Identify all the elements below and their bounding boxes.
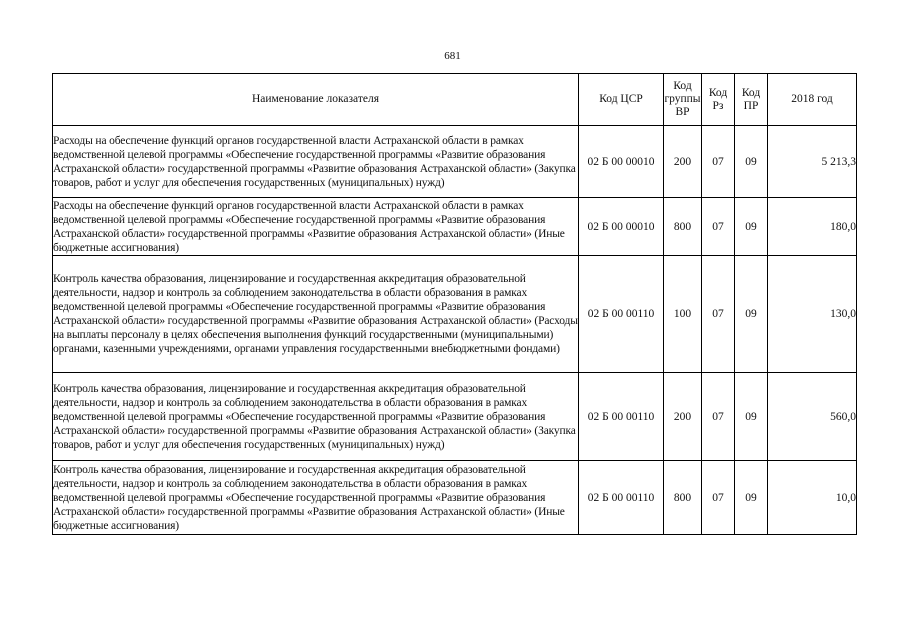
row-csr: 02 Б 00 00110: [579, 256, 664, 373]
row-amount: 130,0: [768, 256, 857, 373]
header-pr: Код ПР: [735, 74, 768, 126]
row-pr: 09: [735, 198, 768, 256]
row-amount: 10,0: [768, 461, 857, 535]
row-csr: 02 Б 00 00110: [579, 461, 664, 535]
row-rz: 07: [702, 373, 735, 461]
page-number: 681: [444, 50, 461, 62]
table-row: [53, 198, 857, 256]
row-pr: 09: [735, 126, 768, 198]
row-name: Контроль качества образования, лицензирование и государственная аккредитация образовательной деятельности, надзор и контроль за соблюдением законодательства в области образования в рамках ведомственной целевой программы «Обеспечение государственной программы «Развитие образования Астраханской области» государственной программы «Развитие образования Астраханской области» (Расходы на выплаты персоналу в целях обеспечения выполнения функций государственными (муниципальными) органами, казенными учреждениями, органами управления государственными внебюджетными фондами): [53, 256, 579, 373]
header-csr: Код ЦСР: [579, 74, 664, 126]
row-vr: 800: [664, 198, 702, 256]
row-name: Контроль качества образования, лицензирование и государственная аккредитация образовательной деятельности, надзор и контроль за соблюдением законодательства в области образования в рамках ведомственной целевой программы «Обеспечение государственной программы «Развитие образования Астраханской области» государственной программы «Развитие образования Астраханской области» (Закупка товаров, работ и услуг для обеспечения государственных (муниципальных) нужд): [53, 373, 579, 461]
table-row: [53, 373, 857, 461]
table-row: [53, 126, 857, 198]
table-row: [53, 256, 857, 373]
row-amount: 560,0: [768, 373, 857, 461]
row-vr: 200: [664, 126, 702, 198]
header-vr: Код группы ВР: [664, 74, 702, 126]
row-name: Расходы на обеспечение функций органов государственной власти Астраханской области в рамках ведомственной целевой программы «Обеспечение государственной программы «Развитие образования Астраханской области» государственной программы «Развитие образования Астраханской области» (Иные бюджетные ассигнования): [53, 198, 579, 256]
row-rz: 07: [702, 256, 735, 373]
row-rz: 07: [702, 126, 735, 198]
table-row: [53, 461, 857, 535]
table-header: [53, 74, 857, 126]
row-pr: 09: [735, 256, 768, 373]
row-amount: 180,0: [768, 198, 857, 256]
header-year: 2018 год: [768, 74, 857, 126]
row-pr: 09: [735, 461, 768, 535]
header-name: Наименование локазателя: [53, 74, 579, 126]
header-rz: Код Рз: [702, 74, 735, 126]
row-vr: 200: [664, 373, 702, 461]
row-amount: 5 213,3: [768, 126, 857, 198]
row-csr: 02 Б 00 00110: [579, 373, 664, 461]
row-name: Расходы на обеспечение функций органов государственной власти Астраханской области в рамках ведомственной целевой программы «Обеспечение государственной программы «Развитие образования Астраханской области» государственной программы «Развитие образования Астраханской области» (Закупка товаров, работ и услуг для обеспечения государственных (муниципальных) нужд): [53, 126, 579, 198]
row-name: Контроль качества образования, лицензирование и государственная аккредитация образовательной деятельности, надзор и контроль за соблюдением законодательства в области образования в рамках ведомственной целевой программы «Обеспечение государственной программы «Развитие образования Астраханской области» государственной программы «Развитие образования Астраханской области» (Иные бюджетные ассигнования): [53, 461, 579, 535]
row-csr: 02 Б 00 00010: [579, 126, 664, 198]
row-pr: 09: [735, 373, 768, 461]
row-rz: 07: [702, 198, 735, 256]
row-vr: 100: [664, 256, 702, 373]
budget-table: [52, 73, 857, 535]
row-vr: 800: [664, 461, 702, 535]
row-csr: 02 Б 00 00010: [579, 198, 664, 256]
row-rz: 07: [702, 461, 735, 535]
